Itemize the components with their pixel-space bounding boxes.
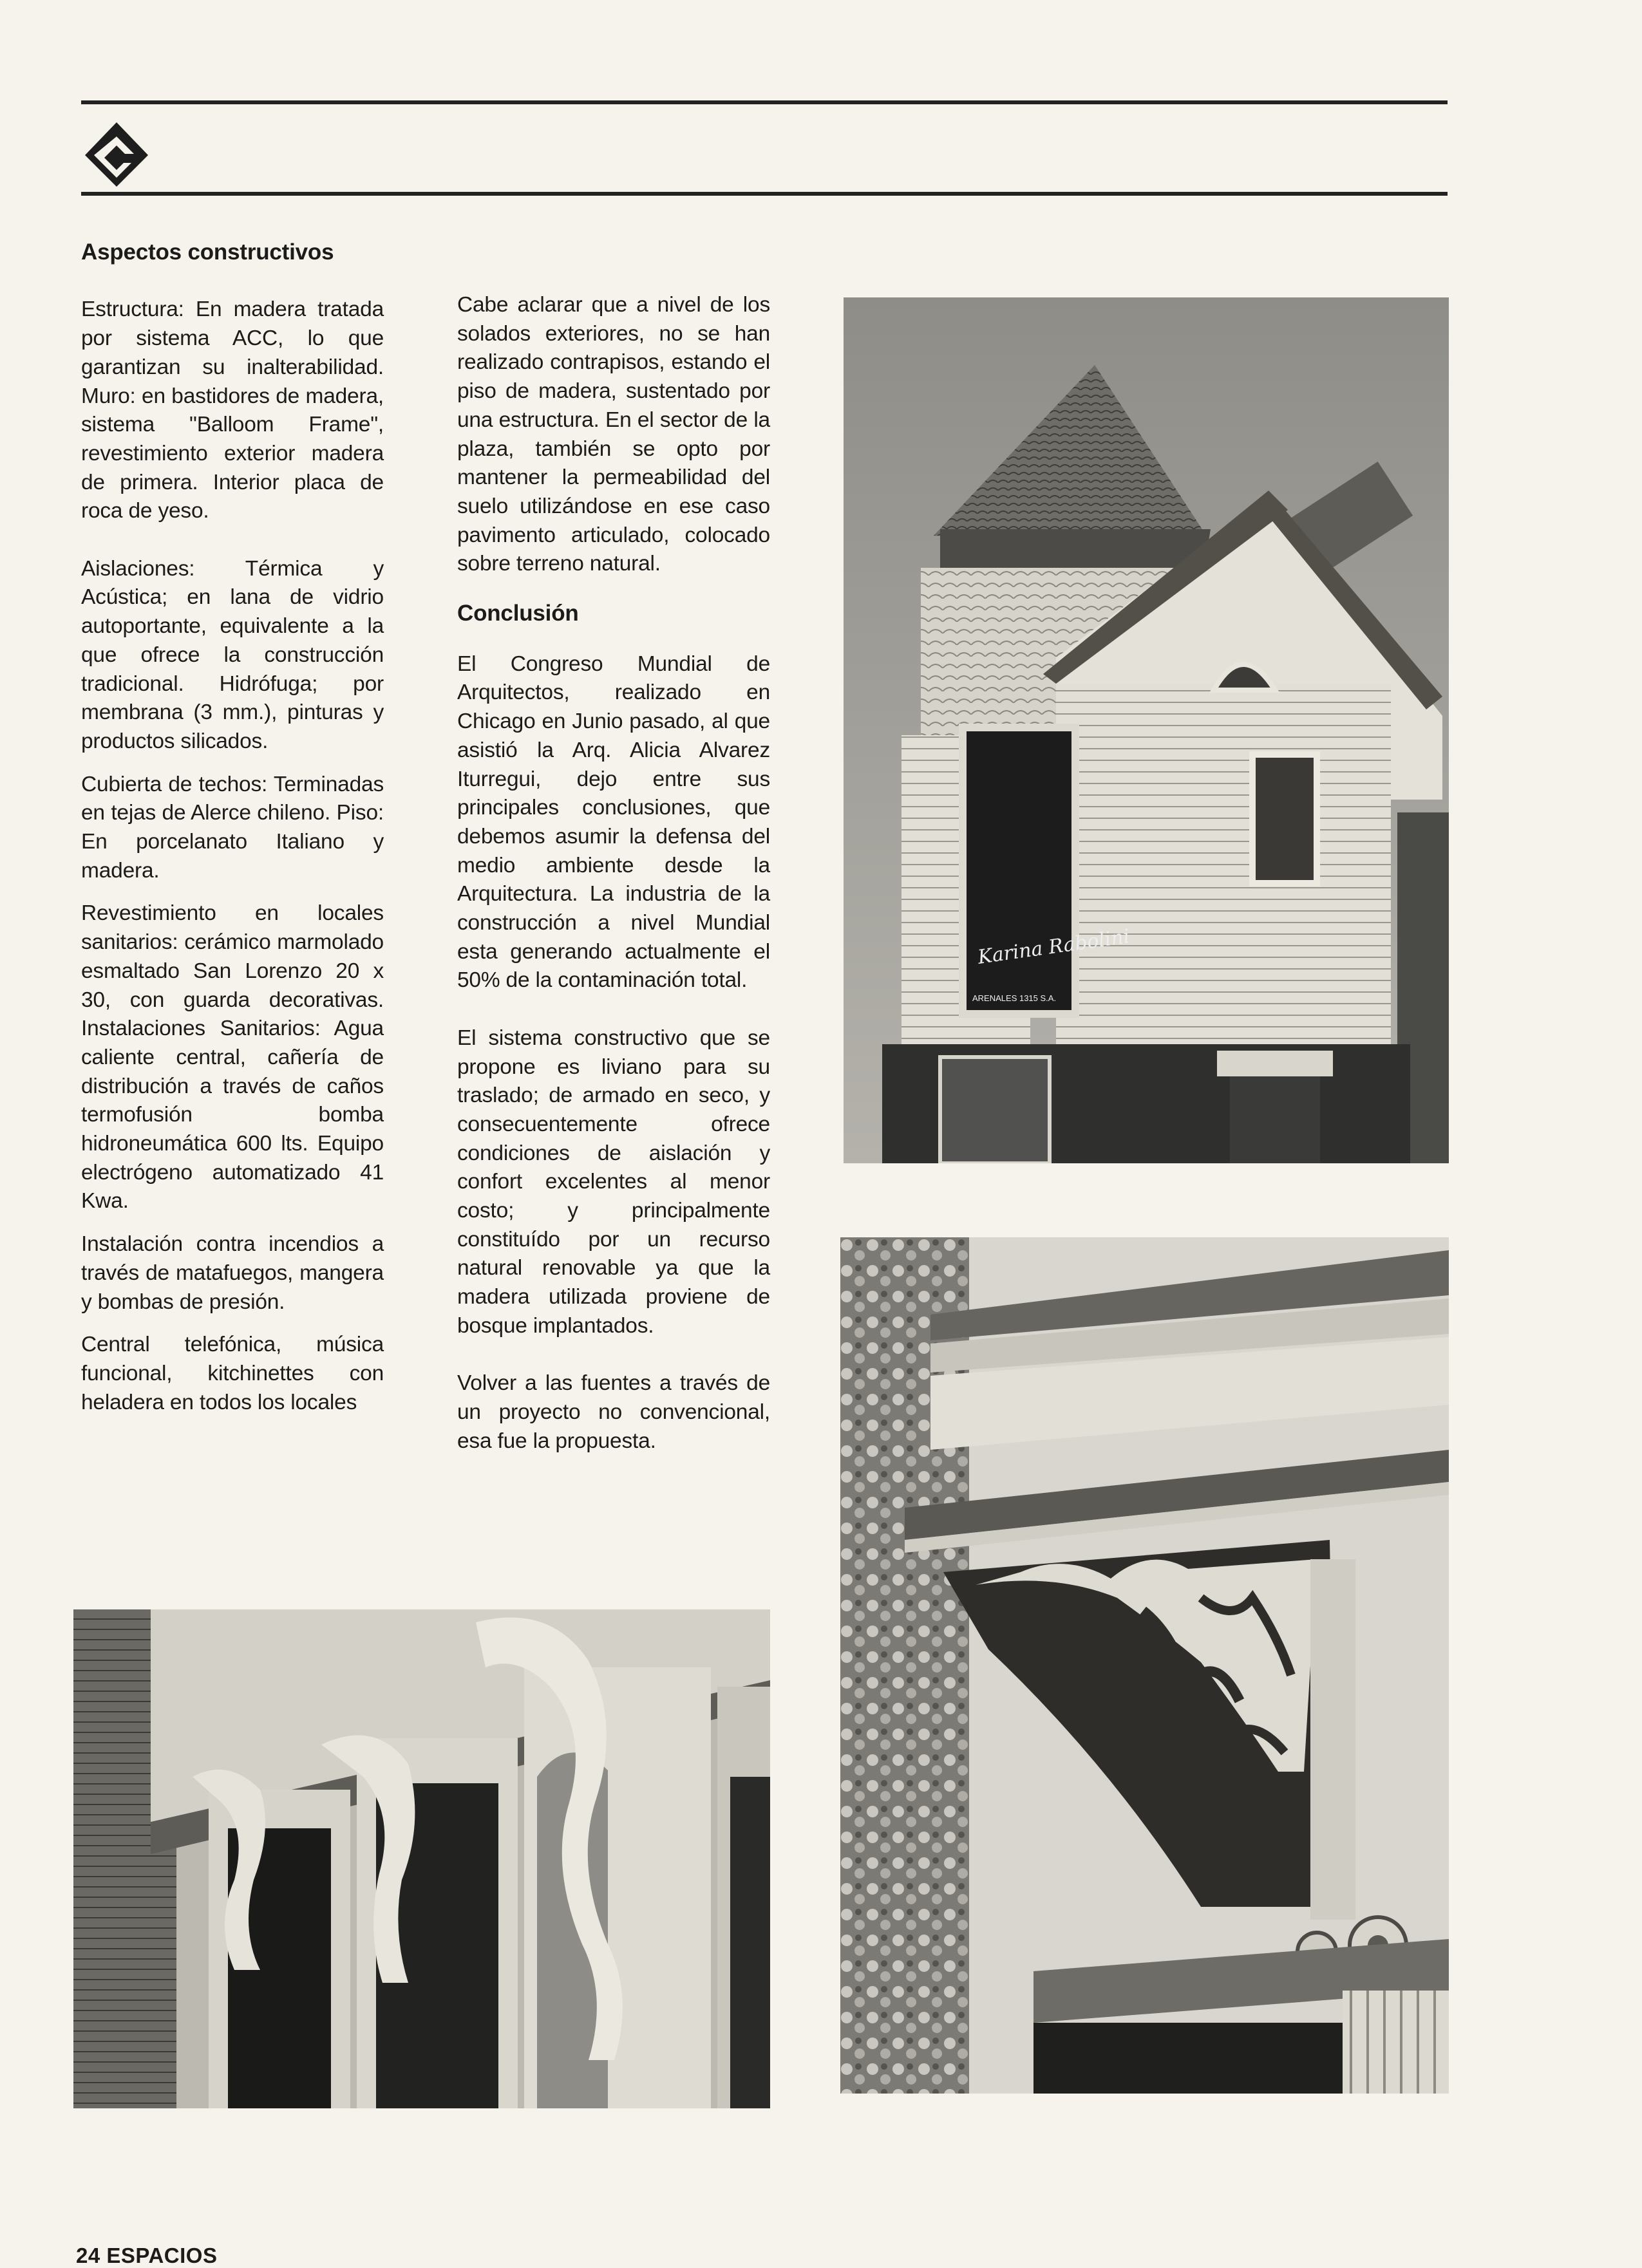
paragraph-central-telefonica: Central telefónica, música funcional, kitchinettes con heladera en todos los locales bbox=[81, 1333, 384, 1414]
page-number: 24 bbox=[76, 2244, 100, 2267]
publication-name: ESPACIOS bbox=[106, 2244, 218, 2267]
paragraph-revestimiento: Revestimiento en locales sanitarios: cerámico marmolado esmaltado San Lorenzo 20 x 30, con guarda decorativas. Instalaciones Sanitarios: Agua caliente central, cañería de distribución a través de caños termofusión bomba hidroneumática 600 lts. Equipo electrógeno automatizado 41 Kwa. bbox=[81, 901, 384, 1214]
paragraph-instalacion-incendios: Instalación contra incendios a través de matafuegos, mangera y bombas de presión. bbox=[81, 1232, 384, 1314]
photo-ornamental-brackets bbox=[73, 1609, 770, 2108]
paragraph-congreso: El Congreso Mundial de Arquitectos, realizado en Chicago en Junio pasado, al que asistió la Arq. Alicia Alvarez Iturregui, dejo entre sus principales conclusiones, que debemos asumir la defensa del medio ambiente desde la Arquitectura. La industria de la construcción a nivel Mundial esta generando actualmente el 50% de la contaminación total. bbox=[457, 651, 770, 993]
storefront-sign-script: Karina Rabolini bbox=[976, 925, 1131, 969]
page-footer bbox=[76, 2244, 217, 2268]
paragraph-aislaciones: Aislaciones: Térmica y Acústica; en lana de vidrio autoportante, equivalente a la que ofrece la construcción tradicional. Hidrófuga; por membrana (3 mm.), pinturas y productos silicados. bbox=[81, 556, 384, 753]
paragraph-sistema-constructivo: El sistema constructivo que se propone es liviano para su traslado; de armado en seco, y consecuentemente ofrece condiciones de aislación y confort excelentes al menor costo; y principalmente constituído por un recurso natural renovable ya que la madera utilizada proviene de bosque implantados. bbox=[457, 1026, 770, 1338]
paragraph-volver-fuentes: Volver a las fuentes a través de un proyecto no convencional, esa fue la propuesta. bbox=[457, 1371, 770, 1453]
photo-cornice-bracket bbox=[840, 1237, 1449, 2094]
paragraph-solados: Cabe aclarar que a nivel de los solados exteriores, no se han realizado contrapisos, estando el piso de madera, sustentado por una estructura. En el sector de la plaza, también se opto por mantener la permeabilidad del suelo utilizándose en ese caso pavimento articulado, colocado sobre terreno natural. bbox=[457, 293, 770, 576]
header-bottom-rule bbox=[81, 192, 1448, 196]
left-column bbox=[81, 238, 384, 1417]
magazine-logo bbox=[81, 120, 152, 191]
conclusion-heading: Conclusión bbox=[457, 601, 579, 626]
storefront-sign-address: ARENALES 1315 S.A. bbox=[972, 993, 1057, 1003]
middle-column bbox=[457, 291, 770, 1456]
header-top-rule bbox=[81, 100, 1448, 104]
photo-victorian-tower bbox=[844, 297, 1449, 1163]
paragraph-estructura: Estructura: En madera tratada por sistema ACC, lo que garantizan su inalterabilidad. Muro: en bastidores de madera, sistema "Balloom Frame", revestimiento exterior madera de primera. Interior placa de roca de yeso. bbox=[81, 297, 384, 523]
section-heading: Aspectos constructivos bbox=[81, 239, 334, 265]
paragraph-cubierta: Cubierta de techos: Terminadas en tejas de Alerce chileno. Piso: En porcelanato Italiano y madera. bbox=[81, 772, 384, 883]
